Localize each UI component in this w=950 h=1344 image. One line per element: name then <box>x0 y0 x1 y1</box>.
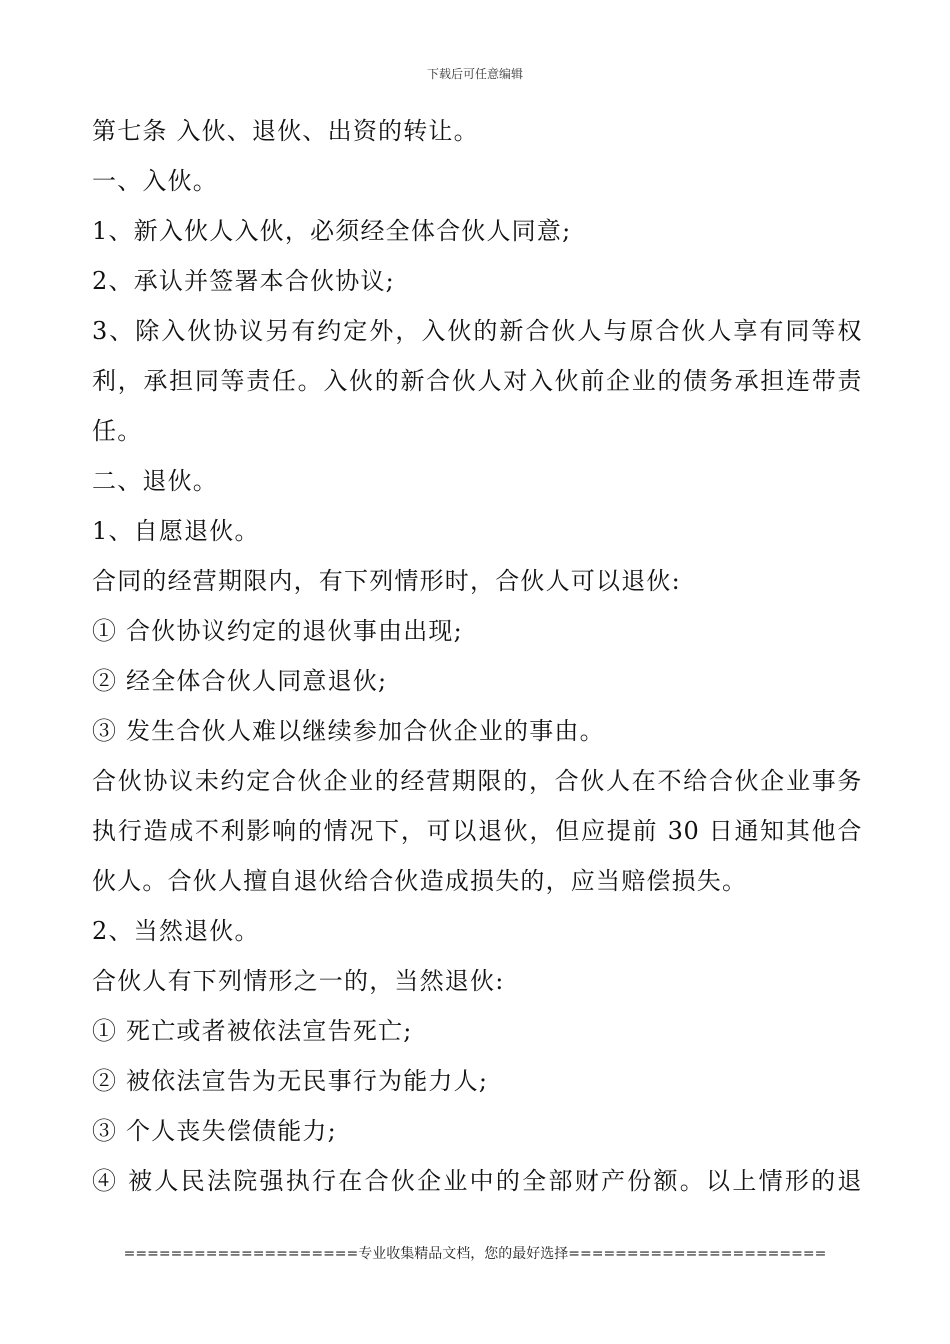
paragraph-line: 任。 <box>92 417 143 445</box>
paragraph-line: 合同的经营期限内，有下列情形时，合伙人可以退伙: <box>92 567 681 595</box>
paragraph-line: 伙人。合伙人擅自退伙给合伙造成损失的，应当赔偿损失。 <box>92 867 748 895</box>
paragraph-line: 执行造成不利影响的情况下，可以退伙，但应提前 30 日通知其他合 <box>92 817 862 845</box>
article-heading: 第七条 入伙、退伙、出资的转让。 <box>92 117 479 145</box>
list-item: ③ 发生合伙人难以继续参加合伙企业的事由。 <box>92 717 605 745</box>
paragraph-line: 3、除入伙协议另有约定外，入伙的新合伙人与原合伙人享有同等权 <box>92 317 862 345</box>
list-item: ② 经全体合伙人同意退伙; <box>92 667 388 695</box>
section-heading-admission: 一、入伙。 <box>92 167 218 195</box>
subsection-heading: 1、自愿退伙。 <box>92 517 260 545</box>
page-footer: ====================专业收集精品文档，您的最好选择====================== <box>123 1246 827 1262</box>
document-body <box>92 106 862 1206</box>
paragraph-line: 利，承担同等责任。入伙的新合伙人对入伙前企业的债务承担连带责 <box>92 367 862 395</box>
paragraph-line: 合伙人有下列情形之一的，当然退伙: <box>92 967 505 995</box>
list-item: ④ 被人民法院强执行在合伙企业中的全部财产份额。以上情形的退 <box>92 1167 862 1195</box>
list-item: ② 被依法宣告为无民事行为能力人; <box>92 1067 489 1095</box>
page-header: 下载后可任意编辑 <box>426 67 523 81</box>
subsection-heading: 2、当然退伙。 <box>92 917 260 945</box>
paragraph-line: 1、新入伙人入伙，必须经全体合伙人同意; <box>92 217 572 245</box>
list-item: ① 死亡或者被依法宣告死亡; <box>92 1017 413 1045</box>
paragraph-line: 2、承认并签署本合伙协议; <box>92 267 395 295</box>
list-item: ③ 个人丧失偿债能力; <box>92 1117 337 1145</box>
section-heading-withdrawal: 二、退伙。 <box>92 467 218 495</box>
list-item: ① 合伙协议约定的退伙事由出现; <box>92 617 463 645</box>
paragraph-line: 合伙协议未约定合伙企业的经营期限的，合伙人在不给合伙企业事务 <box>92 767 862 795</box>
